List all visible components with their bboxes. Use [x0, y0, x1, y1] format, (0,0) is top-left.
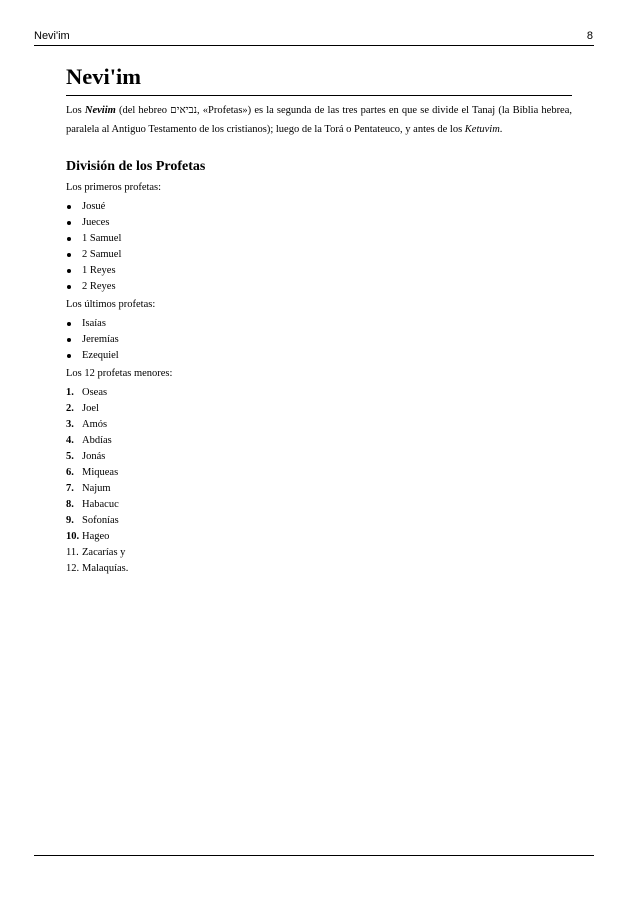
intro-text: (del hebreo	[115, 105, 171, 116]
list-item	[66, 497, 572, 513]
list-item: 2 Samuel	[66, 247, 572, 263]
item-number: 1.	[66, 387, 74, 398]
running-header	[34, 30, 594, 44]
list-item	[66, 401, 572, 417]
article-title: Nevi'im	[66, 62, 572, 96]
item-number: 2.	[66, 403, 74, 414]
article-content	[66, 62, 572, 579]
footer-rule	[34, 855, 594, 856]
link-ketuvim[interactable]: Ketuvim	[464, 124, 500, 135]
list-item: Jueces	[66, 215, 572, 231]
list-item	[66, 449, 572, 465]
primeros-list	[66, 199, 572, 295]
item-name: Abdías	[82, 435, 112, 446]
list-item	[66, 513, 572, 529]
header-rule	[34, 45, 594, 46]
item-number: 12.	[66, 563, 80, 574]
item-name: Miqueas	[82, 467, 119, 478]
item-number: 7.	[66, 483, 74, 494]
list-item: 1 Samuel	[66, 231, 572, 247]
item-name: Malaquías.	[82, 563, 129, 574]
list-item: Josué	[66, 199, 572, 215]
ultimos-label: Los últimos profetas:	[66, 299, 156, 310]
hebrew-term: נביאים	[170, 105, 197, 116]
page-number: 8	[586, 30, 593, 42]
menores-label: Los 12 profetas menores:	[66, 368, 173, 379]
list-item: 2 Reyes	[66, 279, 572, 295]
item-number: 4.	[66, 435, 74, 446]
item-number: 5.	[66, 451, 74, 462]
list-item: Ezequiel	[66, 348, 572, 364]
ultimos-list	[66, 316, 572, 364]
item-name: Hageo	[82, 531, 110, 542]
list-item	[66, 561, 572, 577]
item-name: Najum	[82, 483, 111, 494]
section-title: División de los Profetas	[66, 159, 206, 174]
running-title: Nevi'im	[34, 30, 70, 42]
list-item	[66, 529, 572, 545]
list-item	[66, 465, 572, 481]
item-number: 6.	[66, 467, 74, 478]
list-item: Isaías	[66, 316, 572, 332]
list-item	[66, 385, 572, 401]
item-number: 11.	[66, 547, 79, 558]
item-name: Amós	[82, 419, 108, 430]
primeros-label: Los primeros profetas:	[66, 182, 162, 193]
item-number: 8.	[66, 499, 74, 510]
list-item	[66, 545, 572, 561]
intro-text: , «Profetas») es la segunda de las tres partes en que se divide el Tanaj (la Biblia hebrea, paralela al Antiguo Testamento de los cristianos); luego de la Torá o Pentateuco, y antes de los	[66, 105, 573, 135]
list-item	[66, 417, 572, 433]
menores-list	[66, 385, 572, 577]
item-number: 9.	[66, 515, 74, 526]
list-item	[66, 433, 572, 449]
item-name: Zacarías y	[82, 547, 126, 558]
item-name: Jonás	[82, 451, 106, 462]
intro-text: .	[499, 124, 503, 135]
list-item	[66, 481, 572, 497]
item-number: 3.	[66, 419, 74, 430]
list-item: 1 Reyes	[66, 263, 572, 279]
item-name: Oseas	[82, 387, 108, 398]
item-name: Joel	[82, 403, 99, 414]
intro-paragraph	[66, 101, 572, 139]
item-number: 10.	[66, 531, 80, 542]
intro-text: Los	[66, 105, 85, 116]
list-item: Jeremías	[66, 332, 572, 348]
term-neviim[interactable]: Neviim	[84, 105, 116, 116]
item-name: Sofonías	[82, 515, 119, 526]
item-name: Habacuc	[82, 499, 119, 510]
